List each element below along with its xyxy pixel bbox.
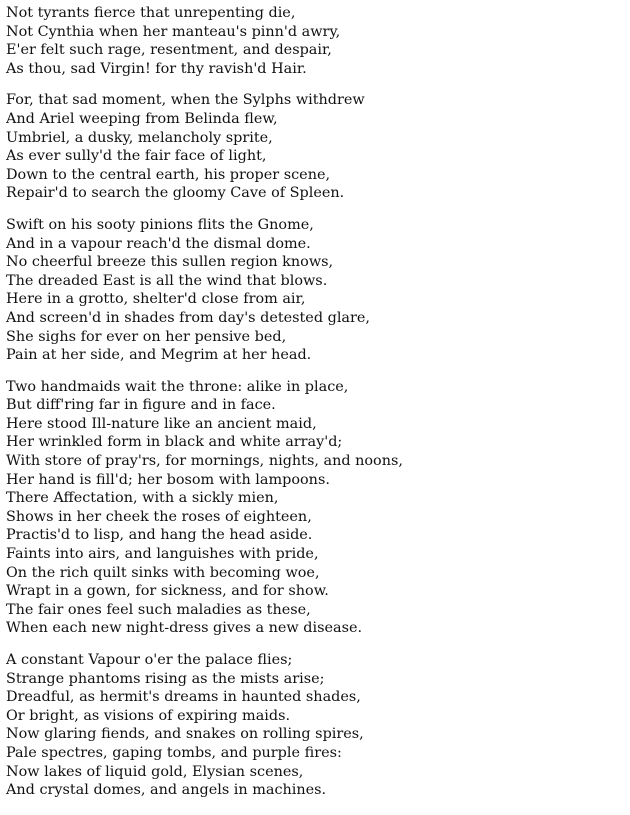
stanza — [6, 4, 624, 78]
poem-line: And screen'd in shades from day's detested glare, — [6, 309, 370, 326]
poem-line: Or bright, as visions of expiring maids. — [6, 707, 291, 724]
poem-line: Faints into airs, and languishes with pride, — [6, 546, 319, 563]
poem-line: Here in a grotto, shelter'd close from air, — [6, 291, 306, 308]
poem-line: Now lakes of liquid gold, Elysian scenes, — [6, 763, 304, 780]
poem-line: No cheerful breeze this sullen region knows, — [6, 254, 334, 271]
poem-line: Two handmaids wait the throne: alike in place, — [6, 378, 349, 395]
poem-line: Her hand is fill'd; her bosom with lampoons. — [6, 471, 330, 488]
poem-line: Repair'd to search the gloomy Cave of Spleen. — [6, 185, 345, 202]
poem-line: For, that sad moment, when the Sylphs withdrew — [6, 92, 365, 109]
poem-line: The dreaded East is all the wind that blows. — [6, 272, 328, 289]
poem-line: Not Cynthia when her manteau's pinn'd awry, — [6, 23, 341, 40]
poem-line: On the rich quilt sinks with becoming woe, — [6, 564, 320, 581]
poem-line: Swift on his sooty pinions flits the Gnome, — [6, 216, 314, 233]
poem-line: Here stood Ill-nature like an ancient maid, — [6, 415, 317, 432]
poem-line: Not tyrants fierce that unrepenting die, — [6, 5, 296, 21]
poem-line: There Affectation, with a sickly mien, — [6, 490, 279, 507]
poem-line: E'er felt such rage, resentment, and despair, — [6, 42, 332, 59]
poem-line: The fair ones feel such maladies as these, — [6, 601, 311, 618]
poem-line: Wrapt in a gown, for sickness, and for show. — [6, 583, 329, 600]
poem-line: Pale spectres, gaping tombs, and purple fires: — [6, 744, 342, 761]
stanza — [6, 91, 624, 203]
poem-line: As thou, sad Virgin! for thy ravish'd Hair. — [6, 60, 307, 77]
poem-line: Strange phantoms rising as the mists arise; — [6, 670, 325, 687]
poem-line: As ever sully'd the fair face of light, — [6, 148, 267, 165]
poem-line: Dreadful, as hermit's dreams in haunted shades, — [6, 689, 361, 706]
poem-line: And crystal domes, and angels in machines. — [6, 782, 327, 799]
poem-line: And in a vapour reach'd the dismal dome. — [6, 235, 311, 252]
poem-line: Pain at her side, and Megrim at her head. — [6, 347, 312, 364]
poem-line: A constant Vapour o'er the palace flies; — [6, 652, 293, 668]
poem-line: But diff'ring far in figure and in face. — [6, 397, 276, 414]
poem-line: With store of pray'rs, for mornings, nights, and noons, — [6, 453, 403, 470]
poem-line: When each new night-dress gives a new disease. — [6, 620, 363, 637]
poem-line: Umbriel, a dusky, melancholy sprite, — [6, 129, 273, 146]
stanza — [6, 378, 624, 638]
poem-line: She sighs for ever on her pensive bed, — [6, 328, 287, 345]
poem-line: Down to the central earth, his proper scene, — [6, 166, 331, 183]
poem-line: Practis'd to lisp, and hang the head aside. — [6, 527, 313, 544]
poem-line: And Ariel weeping from Belinda flew, — [6, 110, 278, 127]
stanza — [6, 216, 624, 365]
poem-line: Shows in her cheek the roses of eighteen, — [6, 508, 312, 525]
stanza — [6, 651, 624, 800]
poem-line: Her wrinkled form in black and white array'd; — [6, 434, 343, 451]
poem-text — [6, 4, 624, 813]
poem-line: Now glaring fiends, and snakes on rolling spires, — [6, 726, 364, 743]
